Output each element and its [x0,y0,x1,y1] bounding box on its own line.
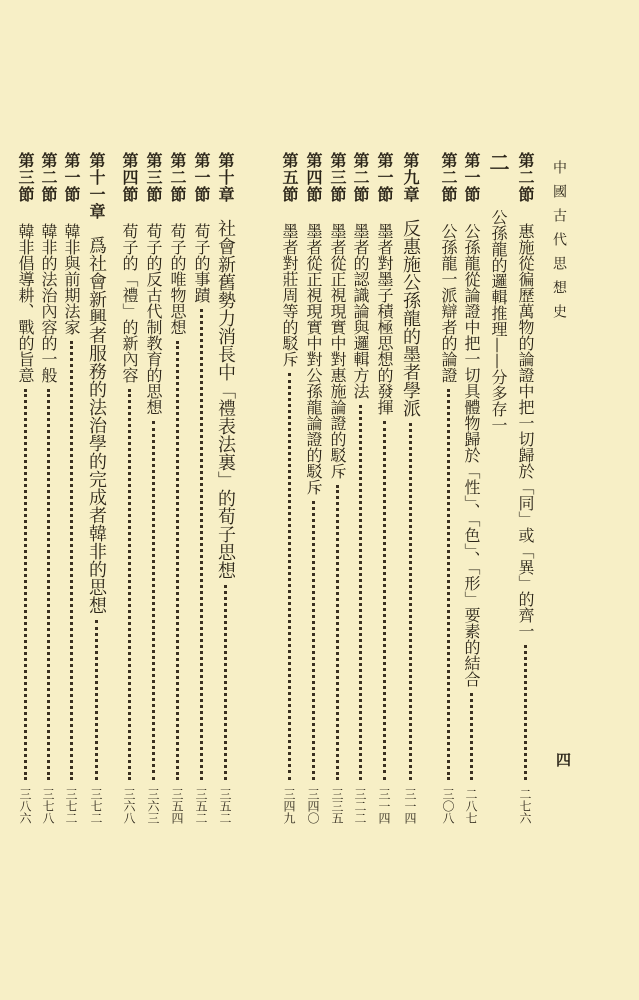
page-number: 三七二 [89,788,103,824]
dot-leader [224,585,227,780]
entry-title: 荀子的反古代制教育的思想 [144,223,163,415]
page-number: 三〇八 [441,788,455,824]
entry-label: 第二節 [39,152,58,203]
running-head: 中國古代思想史 [551,160,567,328]
page-number: 二八七 [464,788,478,824]
entry-label: 第一節 [62,152,81,203]
entry-title: 墨者從正視現實中對惠施論證的駁斥 [328,223,347,479]
page-number: 三五四 [170,788,184,824]
page-number: 三二二 [353,788,367,824]
entry-label: 第一節 [462,152,481,203]
entry-title: 墨者對莊周等的駁斥 [280,223,299,367]
entry-title: 社會新舊勢力消長中「禮表法裏」的荀子思想 [215,219,236,579]
entry-label: 第三節 [328,152,347,203]
page-folio: 四 [554,752,572,767]
entry-label: 第十章 [216,152,235,203]
page-number: 三七八 [41,788,55,824]
toc-section-entry [437,152,459,832]
entry-title: 惠施從徧歷萬物的論證中把一切歸於「同」或「異」的齊一 [516,223,535,639]
entry-title: 公孫龍的邏輯推理——分多存一 [489,209,508,433]
entry-label: 第四節 [304,152,323,203]
dot-leader [312,501,315,780]
entry-title: 韓非倡導耕、戰的旨意 [16,223,35,383]
page-number: 三五二 [218,788,232,824]
dot-leader [95,620,98,780]
toc-section-entry [142,152,164,832]
entry-title: 墨者的認識論與邏輯方法 [351,223,370,399]
dot-leader [152,421,155,780]
toc-section-entry [460,152,482,832]
toc-section-entry [514,152,536,832]
toc-chapter-entry [399,152,421,832]
entry-label: 二 [486,152,510,173]
page-number: 三四〇 [306,788,320,824]
dot-leader [447,389,450,780]
dot-leader [176,341,179,780]
entry-label: 第五節 [280,152,299,203]
dot-leader [200,309,203,780]
toc-section-entry [37,152,59,832]
entry-title: 墨者對墨子積極思想的發揮 [375,223,394,415]
entry-label: 第二節 [351,152,370,203]
dot-leader [409,423,412,780]
entry-label: 第二節 [516,152,535,203]
page-number: 三六三 [146,788,160,824]
page-number: 二七六 [518,788,532,824]
toc-section-entry [190,152,212,832]
page-number: 三一四 [403,788,417,824]
entry-label: 第九章 [401,152,420,203]
dot-leader [470,693,473,780]
entry-label: 第一節 [375,152,394,203]
entry-title: 韓非的法治內容的一般 [39,223,58,383]
dot-leader [336,485,339,780]
dot-leader [47,389,50,780]
entry-label: 第三節 [16,152,35,203]
toc-chapter-entry [214,152,236,832]
page-number: 三五二 [194,788,208,824]
toc-part-entry [487,152,509,832]
toc-section-entry [60,152,82,832]
page-number: 三八六 [18,788,32,824]
dot-leader [70,341,73,780]
entry-title: 荀子的唯物思想 [168,223,187,335]
dot-leader [359,405,362,780]
toc-chapter-entry [85,152,107,832]
entry-title: 荀子的「禮」的新內容 [120,223,139,383]
entry-title: 反惠施公孫龍的墨者學派 [400,219,421,417]
dot-leader [24,389,27,780]
dot-leader [128,389,131,780]
toc-section-entry [373,152,395,832]
toc-section-entry [118,152,140,832]
dot-leader [383,421,386,780]
page-number: 三三五 [330,788,344,824]
entry-label: 第二節 [168,152,187,203]
entry-title: 韓非與前期法家 [62,223,81,335]
toc-section-entry [278,152,300,832]
toc-section-entry [166,152,188,832]
entry-title: 墨者從正視現實中對公孫龍論證的駁斥 [304,223,323,495]
entry-label: 第四節 [120,152,139,203]
entry-label: 第一節 [192,152,211,203]
entry-title: 公孫龍從論證中把一切具體物歸於「性」、「色」、「形」要素的結合 [462,223,481,687]
page-number: 三六八 [122,788,136,824]
entry-label: 第二節 [439,152,458,203]
dot-leader [288,373,291,780]
page-number: 三四九 [282,788,296,824]
toc-section-entry [14,152,36,832]
entry-label: 第三節 [144,152,163,203]
entry-title: 爲社會新興者服務的法治學的完成者韓非的思想 [86,236,107,614]
entry-title: 公孫龍一派辯者的論證 [439,223,458,383]
entry-title: 荀子的事蹟 [192,223,211,303]
dot-leader [524,645,527,780]
toc-section-entry [349,152,371,832]
page-number: 三七二 [64,788,78,824]
entry-label: 第十一章 [87,152,106,220]
page-number: 三一四 [377,788,391,824]
toc-section-entry [302,152,324,832]
toc-section-entry [326,152,348,832]
